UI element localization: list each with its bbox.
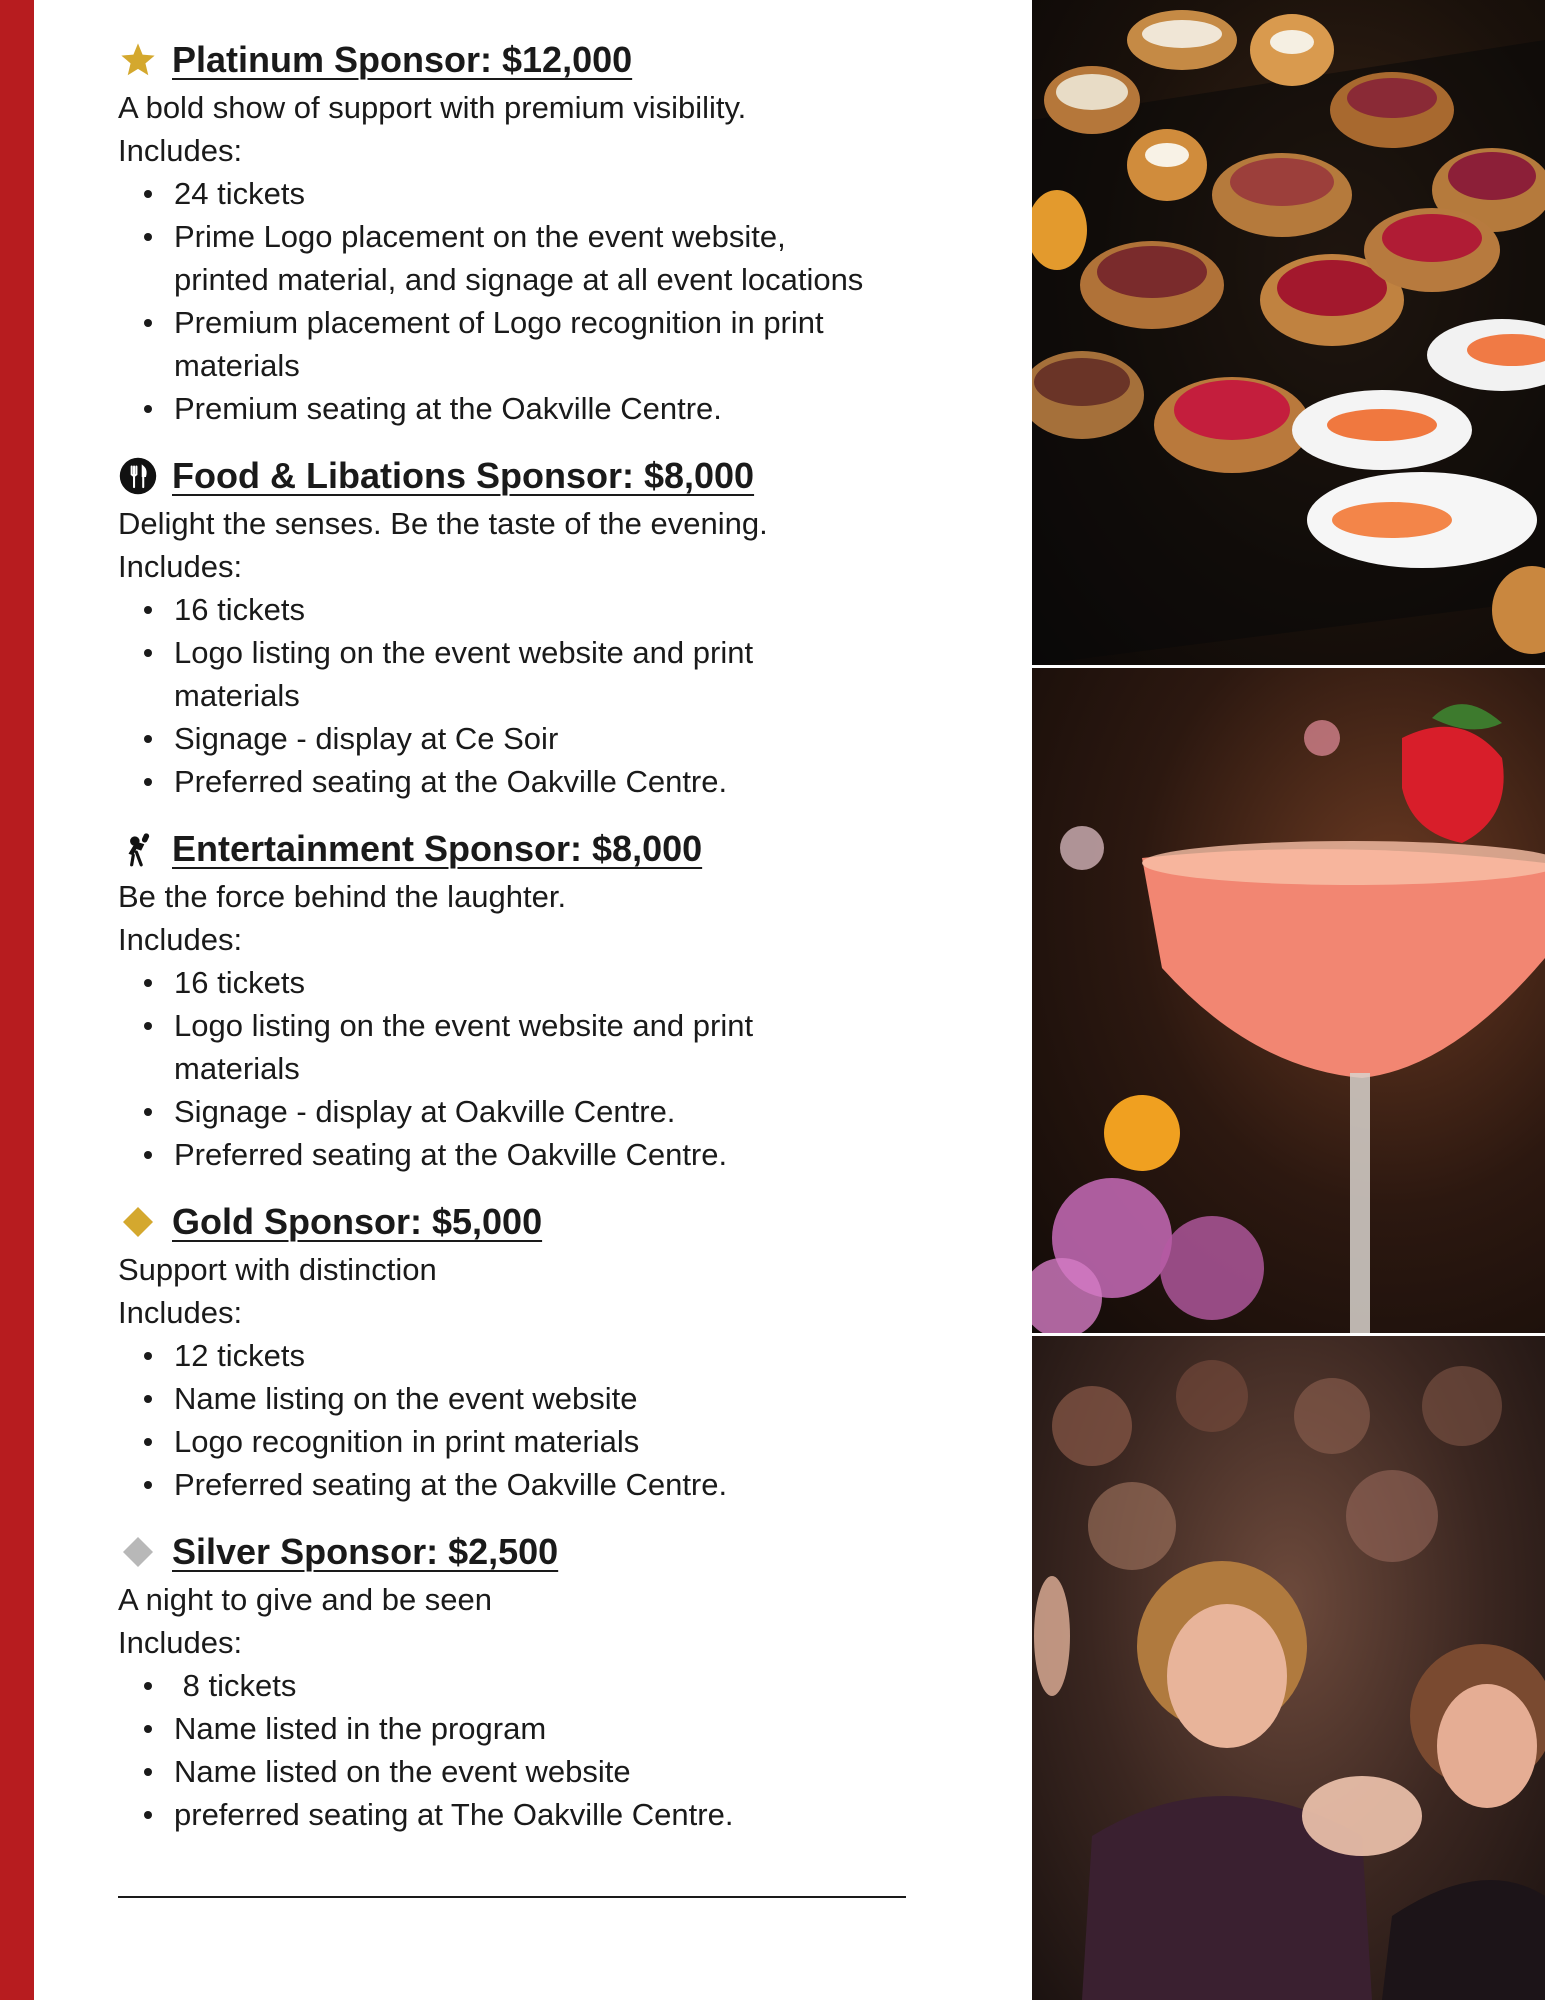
benefit-text: Logo recognition in print materials — [174, 1424, 640, 1459]
benefit-list — [118, 1664, 1008, 1836]
benefit-item — [174, 1004, 1008, 1090]
benefit-text: preferred seating at The Oakville Centre. — [174, 1797, 734, 1832]
divider-line — [118, 1896, 906, 1898]
sponsor-tier — [118, 450, 1008, 803]
benefit-item — [174, 717, 1008, 760]
tier-title: Entertainment Sponsor: $8,000 — [172, 828, 703, 869]
benefit-text: Signage - display at Oakville Centre. — [174, 1094, 676, 1129]
includes-label: Includes: — [118, 1625, 243, 1660]
canapes-photo — [1032, 0, 1545, 665]
benefit-text: Logo listing on the event website and print — [174, 1008, 754, 1043]
benefit-text: materials — [174, 348, 300, 383]
benefit-text: printed material, and signage at all event locations — [174, 262, 864, 297]
tier-tagline: Delight the senses. Be the taste of the evening. — [118, 506, 768, 541]
benefit-text: materials — [174, 678, 300, 713]
benefit-text: 8 tickets — [174, 1668, 297, 1703]
benefit-text: 16 tickets — [174, 965, 305, 1000]
tier-tagline: A night to give and be seen — [118, 1582, 493, 1617]
benefit-list — [118, 1334, 1008, 1506]
benefit-item — [174, 588, 1008, 631]
benefit-item — [174, 1334, 1008, 1377]
benefit-item — [174, 1090, 1008, 1133]
sponsor-tier — [118, 34, 1008, 430]
tier-title: Gold Sponsor: $5,000 — [172, 1201, 543, 1242]
tier-title: Silver Sponsor: $2,500 — [172, 1531, 559, 1572]
includes-label: Includes: — [118, 922, 243, 957]
tier-tagline: Be the force behind the laughter. — [118, 879, 567, 914]
tier-tagline: A bold show of support with premium visibility. — [118, 90, 747, 125]
includes-label: Includes: — [118, 549, 243, 584]
benefit-list — [118, 172, 1008, 430]
tier-heading — [118, 1526, 1008, 1578]
sponsor-tier — [118, 823, 1008, 1176]
benefit-text: Signage - display at Ce Soir — [174, 721, 559, 756]
benefit-item — [174, 1420, 1008, 1463]
benefit-list — [118, 961, 1008, 1176]
benefit-text: 24 tickets — [174, 176, 305, 211]
benefit-text: Logo listing on the event website and print — [174, 635, 754, 670]
photo-column — [1032, 0, 1545, 2000]
audience-photo — [1032, 1336, 1545, 2000]
benefit-text: Name listing on the event website — [174, 1381, 638, 1416]
tier-heading — [118, 823, 1008, 875]
star-icon — [118, 40, 158, 80]
benefit-text: Preferred seating at the Oakville Centre. — [174, 764, 728, 799]
tier-tagline: Support with distinction — [118, 1252, 437, 1287]
benefit-item — [174, 1750, 1008, 1793]
sponsor-tier — [118, 1526, 1008, 1836]
benefit-item — [174, 387, 1008, 430]
benefit-text: Name listed in the program — [174, 1711, 547, 1746]
benefit-item — [174, 1707, 1008, 1750]
tier-heading — [118, 450, 1008, 502]
tier-title: Platinum Sponsor: $12,000 — [172, 39, 633, 80]
benefit-text: Preferred seating at the Oakville Centre. — [174, 1467, 728, 1502]
tier-heading — [118, 34, 1008, 86]
benefit-item — [174, 1463, 1008, 1506]
benefit-text: Preferred seating at the Oakville Centre. — [174, 1137, 728, 1172]
benefit-item — [174, 1793, 1008, 1836]
benefit-text: Premium seating at the Oakville Centre. — [174, 391, 722, 426]
benefit-text: 16 tickets — [174, 592, 305, 627]
benefit-text: Name listed on the event website — [174, 1754, 631, 1789]
benefit-item — [174, 961, 1008, 1004]
benefit-item — [174, 1664, 1008, 1707]
red-side-bar — [0, 0, 34, 2000]
benefit-item — [174, 1133, 1008, 1176]
benefit-item — [174, 172, 1008, 215]
includes-label: Includes: — [118, 1295, 243, 1330]
silver-diamond-icon — [118, 1532, 158, 1572]
sponsor-tier — [118, 1196, 1008, 1506]
benefit-item — [174, 215, 1008, 301]
benefit-item — [174, 631, 1008, 717]
microphone-icon — [118, 829, 158, 869]
tier-title: Food & Libations Sponsor: $8,000 — [172, 455, 755, 496]
tier-heading — [118, 1196, 1008, 1248]
benefit-item — [174, 1377, 1008, 1420]
benefit-text: Premium placement of Logo recognition in print — [174, 305, 824, 340]
benefit-item — [174, 760, 1008, 803]
benefit-item — [174, 301, 1008, 387]
benefit-list — [118, 588, 1008, 803]
gold-diamond-icon — [118, 1202, 158, 1242]
benefit-text: materials — [174, 1051, 300, 1086]
benefit-text: Prime Logo placement on the event website, — [174, 219, 786, 254]
utensils-icon — [118, 456, 158, 496]
sponsorship-tiers — [118, 34, 1008, 1856]
benefit-text: 12 tickets — [174, 1338, 305, 1373]
cocktail-photo — [1032, 668, 1545, 1333]
includes-label: Includes: — [118, 133, 243, 168]
